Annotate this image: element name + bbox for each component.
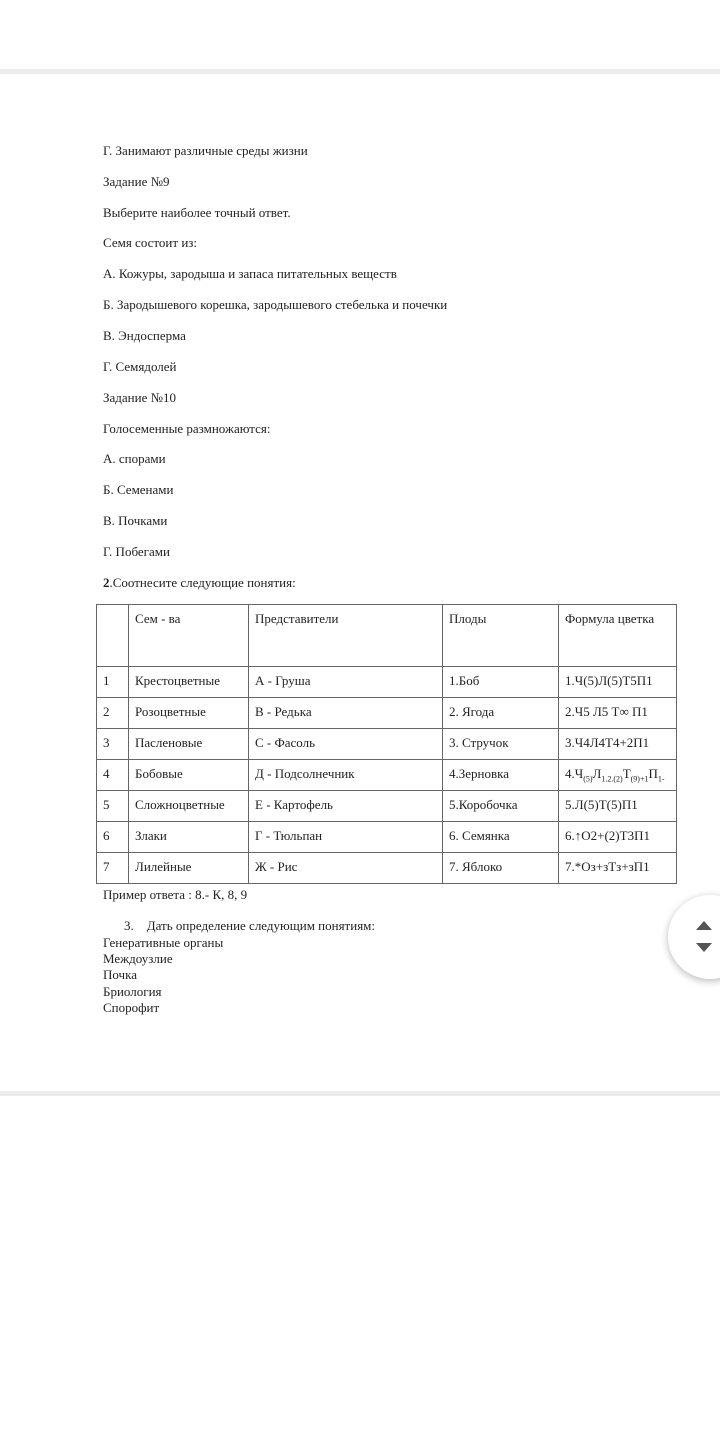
- table-cell: 7.*Оз+зТз+зП1: [559, 853, 677, 884]
- document-page: [0, 74, 720, 1090]
- table-cell: Е - Картофель: [249, 791, 443, 822]
- table-cell: 1: [97, 667, 129, 698]
- table-cell: 2: [97, 698, 129, 729]
- scroll-down-icon[interactable]: [696, 943, 712, 952]
- table-cell: С - Фасоль: [249, 729, 443, 760]
- table-row: [97, 822, 677, 853]
- task-10-option-a: А. спорами: [103, 451, 166, 466]
- table-cell: 5.Л(5)Т(5)П1: [559, 791, 677, 822]
- term-item: Генеративные органы: [103, 935, 224, 950]
- formula-sub: (5): [583, 774, 593, 784]
- task-10-question: Голосеменные размножаются:: [103, 421, 271, 436]
- term-item: Бриология: [103, 984, 162, 999]
- table-cell: 1.Ч(5)Л(5)Т5П1: [559, 667, 677, 698]
- formula-text: Л: [592, 766, 602, 781]
- formula-sub: 1.2.(2): [601, 774, 623, 784]
- table-header-row: [97, 605, 677, 667]
- table-cell: 6. Семянка: [443, 822, 559, 853]
- table-header-cell: Плоды: [443, 605, 559, 667]
- task-3-heading: [124, 918, 375, 934]
- table-row: [97, 729, 677, 760]
- formula-sub: 1-: [657, 774, 665, 784]
- table-cell: Д - Подсолнечник: [249, 760, 443, 791]
- task-9-question: Семя состоит из:: [103, 235, 198, 250]
- task-10-heading: Задание №10: [103, 390, 177, 405]
- table-row: [97, 698, 677, 729]
- table-row: [97, 667, 677, 698]
- task-10-option-c: В. Почками: [103, 513, 168, 528]
- task-9-instruction: Выберите наиболее точный ответ.: [103, 205, 291, 220]
- term-item: Спорофит: [103, 1000, 160, 1015]
- table-cell: Сложноцветные: [129, 791, 249, 822]
- text-line: Г. Занимают различные среды жизни: [103, 143, 308, 158]
- table-cell: Бобовые: [129, 760, 249, 791]
- table-header-cell: Сем - ва: [129, 605, 249, 667]
- table-cell: 2.Ч5 Л5 Т∞ П1: [559, 698, 677, 729]
- table-row: [97, 791, 677, 822]
- table-cell: 7: [97, 853, 129, 884]
- table-cell: Розоцветные: [129, 698, 249, 729]
- table-cell: Лилейные: [129, 853, 249, 884]
- task-9-option-c: В. Эндосперма: [103, 328, 186, 343]
- formula-sub: (9)+1: [630, 774, 649, 784]
- task-9-option-a: А. Кожуры, зародыша и запаса питательных веществ: [103, 266, 397, 281]
- table-cell: 4.Зерновка: [443, 760, 559, 791]
- table-row: [97, 760, 677, 791]
- term-item: Междоузлие: [103, 951, 173, 966]
- table-cell: Ж - Рис: [249, 853, 443, 884]
- task-10-option-d: Г. Побегами: [103, 544, 170, 559]
- term-item: Почка: [103, 967, 137, 982]
- table-header-cell: [97, 605, 129, 667]
- task-3-number: 3.: [124, 918, 134, 933]
- table-cell: 6: [97, 822, 129, 853]
- table-cell: Пасленовые: [129, 729, 249, 760]
- table-cell: Крестоцветные: [129, 667, 249, 698]
- task-10-option-b: Б. Семенами: [103, 482, 174, 497]
- formula-text: 4.Ч: [565, 766, 584, 781]
- task-9-heading: Задание №9: [103, 174, 170, 189]
- task-9-option-b: Б. Зародышевого корешка, зародышевого стебелька и почечки: [103, 297, 448, 312]
- task-9-option-d: Г. Семядолей: [103, 359, 177, 374]
- matching-table: [96, 604, 677, 884]
- table-cell: 3.Ч4Л4Т4+2П1: [559, 729, 677, 760]
- table-cell: 6.↑О2+(2)Т3П1: [559, 822, 677, 853]
- table-row: [97, 853, 677, 884]
- table-cell: 1.Боб: [443, 667, 559, 698]
- matching-task-text: .Соотнесите следующие понятия:: [109, 575, 296, 590]
- task-3-text: Дать определение следующим понятиям:: [146, 918, 376, 933]
- table-cell: 3. Стручок: [443, 729, 559, 760]
- matching-task-heading: [103, 575, 296, 591]
- table-cell: 3: [97, 729, 129, 760]
- table-header-cell: Представители: [249, 605, 443, 667]
- formula-text: П: [648, 766, 658, 781]
- table-cell: А - Груша: [249, 667, 443, 698]
- table-cell: 5.Коробочка: [443, 791, 559, 822]
- table-cell: В - Редька: [249, 698, 443, 729]
- matching-task-number: 2: [103, 575, 110, 590]
- scroll-up-icon[interactable]: [696, 921, 712, 930]
- bottom-separator: [0, 1091, 720, 1096]
- table-header-cell: Формула цветка: [559, 605, 677, 667]
- table-cell: 2. Ягода: [443, 698, 559, 729]
- table-cell: Г - Тюльпан: [249, 822, 443, 853]
- table-cell: 7. Яблоко: [443, 853, 559, 884]
- formula-cell: [559, 760, 677, 791]
- answer-example: Пример ответа : 8.- К, 8, 9: [103, 887, 248, 902]
- table-cell: Злаки: [129, 822, 249, 853]
- table-cell: 5: [97, 791, 129, 822]
- table-cell: 4: [97, 760, 129, 791]
- formula-text: Т: [622, 766, 631, 781]
